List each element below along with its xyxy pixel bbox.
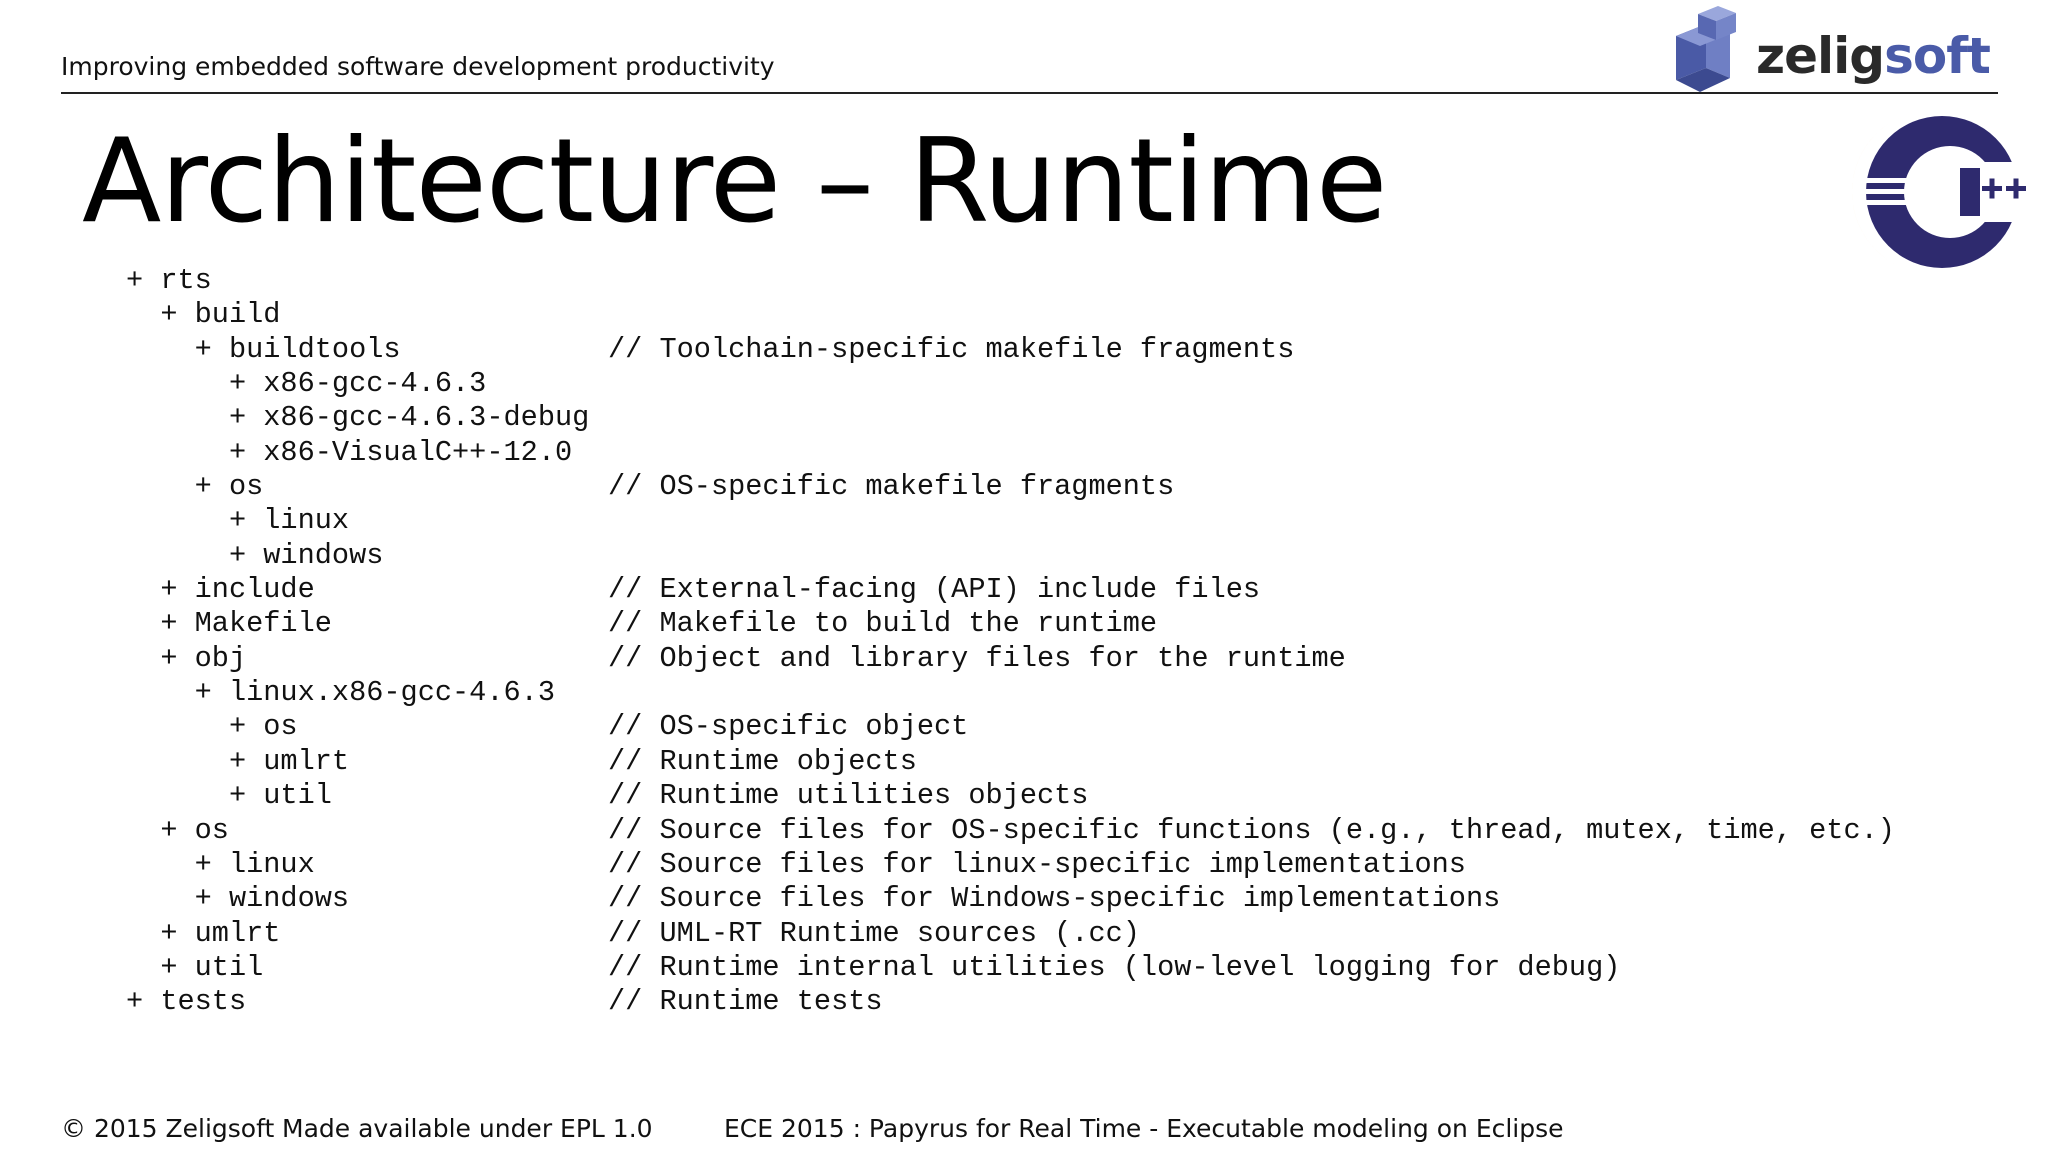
footer-license: Made available under EPL 1.0 [282,1114,653,1143]
tree-row [126,985,2006,1019]
tree-entry: + os [126,470,264,504]
tree-row [126,882,2006,916]
tree-entry: + util [126,779,332,813]
tree-row [126,367,2006,401]
slide-title: Architecture – Runtime [82,114,1387,249]
tree-comment: // Runtime tests [608,985,883,1019]
tree-comment: // Runtime internal utilities (low-level logging for debug) [608,950,1621,984]
tree-comment: // Makefile to build the runtime [608,607,1158,641]
tree-comment: // Source files for linux-specific implementations [608,847,1466,881]
wordmark-part-1: zelig [1756,27,1885,85]
tree-row [126,814,2006,848]
tree-comment: // Runtime utilities objects [608,779,1089,813]
tree-entry: + Makefile [126,607,332,641]
tree-row [126,607,2006,641]
tree-row [126,264,2006,298]
tree-row [126,573,2006,607]
tree-comment: // UML-RT Runtime sources (.cc) [608,916,1140,950]
tree-comment: // OS-specific object [608,710,969,744]
footer-event-title: ECE 2015 : Papyrus for Real Time - Executable modeling on Eclipse [724,1114,1564,1143]
tree-row [126,401,2006,435]
tree-entry: + windows [126,538,384,572]
tree-comment: // Toolchain-specific makefile fragments [608,332,1295,366]
tree-comment: // Runtime objects [608,744,917,778]
header-divider [61,92,1998,94]
tree-comment: // Object and library files for the runtime [608,641,1346,675]
tree-comment: // OS-specific makefile fragments [608,470,1175,504]
tree-entry: + util [126,950,264,984]
tree-entry: + linux.x86-gcc-4.6.3 [126,676,555,710]
tree-entry: + x86-VisualC++-12.0 [126,435,573,469]
tree-comment: // Source files for Windows-specific implementations [608,882,1501,916]
tree-comment: // External-facing (API) include files [608,573,1261,607]
tree-row [126,470,2006,504]
cpp-logo-icon [1830,104,2030,280]
wordmark-part-2: soft [1884,27,1990,85]
footer-copyright: © 2015 Zeligsoft [61,1114,275,1143]
tree-row [126,848,2006,882]
tree-entry: + include [126,573,315,607]
tree-row [126,333,2006,367]
tree-entry: + buildtools [126,332,401,366]
eclipse-cdt-cpp-logo [1830,104,2030,280]
tree-row [126,745,2006,779]
tree-entry: + linux [126,504,350,538]
tree-row [126,539,2006,573]
tree-row [126,676,2006,710]
tree-row [126,298,2006,332]
tree-entry: + build [126,298,281,332]
tree-entry: + rts [126,264,212,297]
blue-cube-icon [1668,0,1754,96]
tree-entry: + x86-gcc-4.6.3 [126,367,487,401]
tree-row [126,917,2006,951]
header-tagline: Improving embedded software development productivity [61,52,775,81]
zeligsoft-wordmark [1756,26,1990,86]
tree-row [126,951,2006,985]
zeligsoft-logo [1668,0,2008,96]
tree-entry: + tests [126,985,247,1019]
tree-entry: + x86-gcc-4.6.3-debug [126,401,590,435]
tree-entry: + umlrt [126,744,350,778]
tree-entry: + linux [126,847,315,881]
tree-entry: + windows [126,882,350,916]
tree-row [126,436,2006,470]
directory-tree [126,264,2006,1020]
tree-entry: + obj [126,641,247,675]
tree-entry: + os [126,813,229,847]
tree-comment: // Source files for OS-specific functions (e.g., thread, mutex, time, etc.) [608,813,1895,847]
tree-entry: + umlrt [126,916,281,950]
tree-row [126,710,2006,744]
tree-entry: + os [126,710,298,744]
tree-row [126,779,2006,813]
tree-row [126,504,2006,538]
tree-row [126,642,2006,676]
